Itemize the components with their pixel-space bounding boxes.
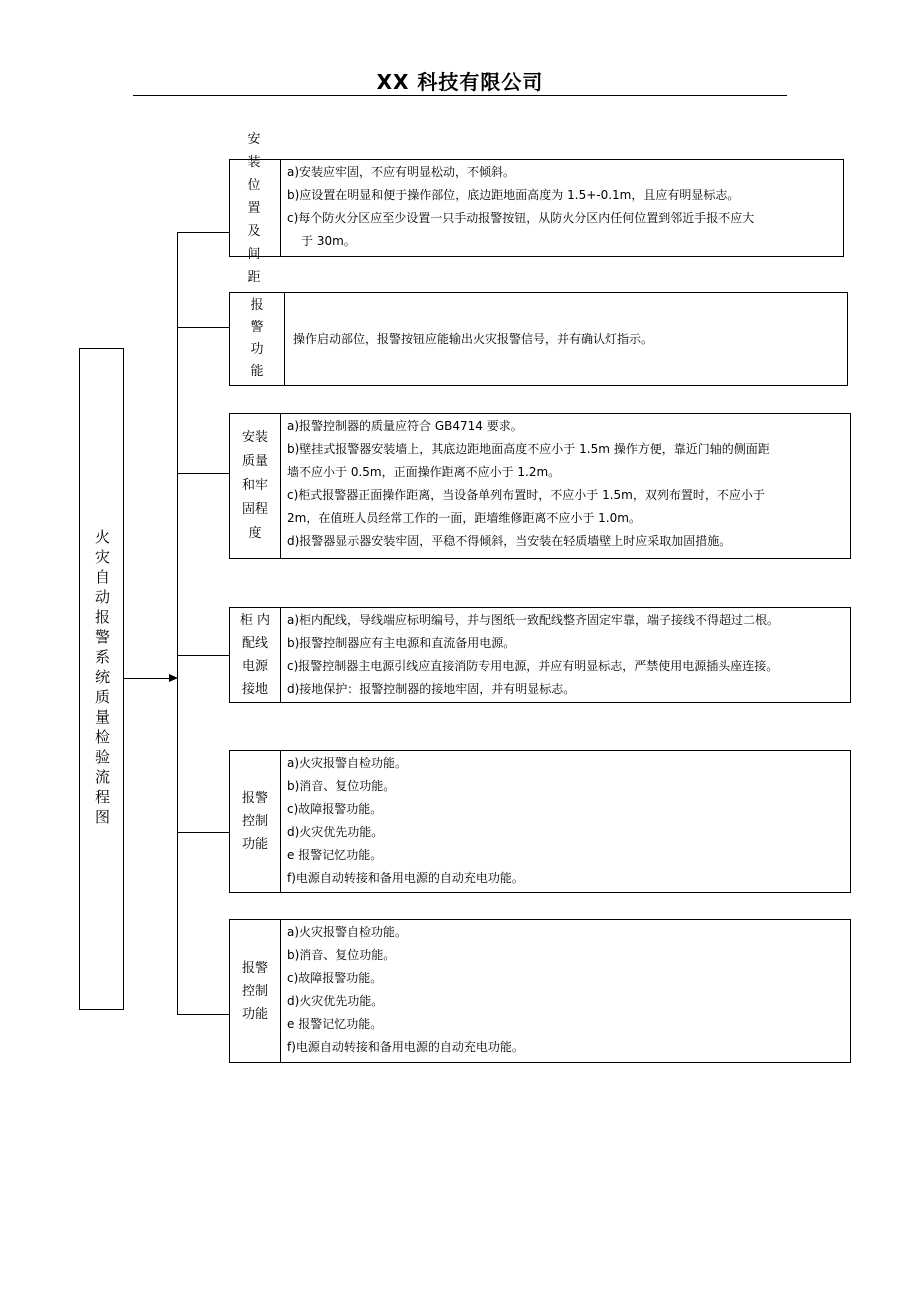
node-body [281, 414, 850, 558]
node-label-text: 安装 质量 和牢 固程 度 [241, 430, 268, 541]
branch-line-6 [177, 1014, 229, 1015]
node-label-text: 报 警 功 能 [250, 298, 264, 379]
node-alarm-function [229, 292, 848, 386]
list-item: a)火灾报警自检功能。 [287, 756, 408, 770]
branch-line-5 [177, 832, 229, 833]
company-title: XX 科技有限公司 [376, 70, 544, 94]
list-item: 2m，在值班人员经常工作的一面，距墙维修距离不应小于 1.0m。 [287, 511, 641, 525]
branch-trunk-line [177, 232, 178, 1014]
list-item: c)每个防火分区应至少设置一只手动报警按钮，从防火分区内任何位置到邻近手报不应大 [287, 211, 755, 225]
node-label [230, 131, 281, 285]
list-item: 于 30m。 [301, 234, 356, 248]
node-label [230, 293, 285, 385]
list-item: c)柜式报警器正面操作距离，当设备单列布置时，不应小于 1.5m，双列布置时，不应小于 [287, 488, 765, 502]
node-label [230, 414, 281, 558]
node-label-text: 柜 内 配线 电源 接地 [239, 613, 271, 697]
node-cabinet-wiring [229, 607, 851, 703]
root-node [79, 348, 124, 1010]
list-item: f)电源自动转接和备用电源的自动充电功能。 [287, 871, 524, 885]
list-item: a)报警控制器的质量应符合 GB4714 要求。 [287, 419, 523, 433]
list-item: d)火灾优先功能。 [287, 825, 384, 839]
list-item: a)火灾报警自检功能。 [287, 925, 408, 939]
header-rule [133, 95, 787, 96]
node-label-text: 报警 控制 功能 [241, 791, 268, 852]
node-label-text: 安 装 位 置 及 间 距 [247, 131, 263, 285]
list-item: 操作启动部位，报警按钮应能输出火灾报警信号，并有确认灯指示。 [293, 332, 654, 346]
node-alarm-control-1 [229, 750, 851, 893]
list-item: e 报警记忆功能。 [287, 1017, 383, 1031]
node-install-position [229, 131, 844, 285]
node-label-text: 报警 控制 功能 [241, 960, 268, 1022]
list-item: c)故障报警功能。 [287, 802, 383, 816]
node-body [285, 293, 847, 385]
list-item: b)报警控制器应有主电源和直流备用电源。 [287, 636, 516, 650]
list-item: d)接地保护：报警控制器的接地牢固，并有明显标志。 [287, 682, 576, 696]
node-label [230, 920, 281, 1062]
branch-line-2 [177, 327, 229, 328]
list-item: d)报警器显示器安装牢固，平稳不得倾斜，当安装在轻质墙壁上时应采取加固措施。 [287, 534, 732, 548]
node-body [281, 920, 850, 1062]
root-connector [124, 678, 170, 679]
branch-line-1 [177, 232, 229, 233]
list-item: 墙不应小于 0.5m，正面操作距离不应小于 1.2m。 [287, 465, 561, 479]
list-item: a)柜内配线，导线端应标明编号，并与图纸一致配线整齐固定牢靠，端子接线不得超过二根。 [287, 613, 780, 627]
list-item: a)安装应牢固，不应有明显松动，不倾斜。 [287, 165, 516, 179]
list-item: d)火灾优先功能。 [287, 994, 384, 1008]
branch-line-4 [177, 655, 229, 656]
list-item: b)消音、复位功能。 [287, 779, 396, 793]
list-item: b)应设置在明显和便于操作部位，底边距地面高度为 1.5+-0.1m，且应有明显标志。 [287, 188, 740, 202]
branch-line-3 [177, 473, 229, 474]
list-item: c)故障报警功能。 [287, 971, 383, 985]
list-item: c)报警控制器主电源引线应直接消防专用电源，并应有明显标志，严禁使用电源插头座连接。 [287, 659, 779, 673]
root-node-label: 火灾自动报警系统质量检验流程图 [93, 529, 111, 829]
list-item: f)电源自动转接和备用电源的自动充电功能。 [287, 1040, 524, 1054]
node-body [281, 160, 843, 256]
node-body [281, 608, 850, 702]
node-install-quality [229, 413, 851, 559]
list-item: e 报警记忆功能。 [287, 848, 383, 862]
list-item: b)消音、复位功能。 [287, 948, 396, 962]
node-label [230, 751, 281, 892]
node-body [281, 751, 850, 892]
node-alarm-control-2 [229, 919, 851, 1063]
list-item: b)壁挂式报警器安装墙上，其底边距地面高度不应小于 1.5m 操作方便，靠近门轴的侧面距 [287, 442, 770, 456]
node-label [230, 608, 281, 702]
